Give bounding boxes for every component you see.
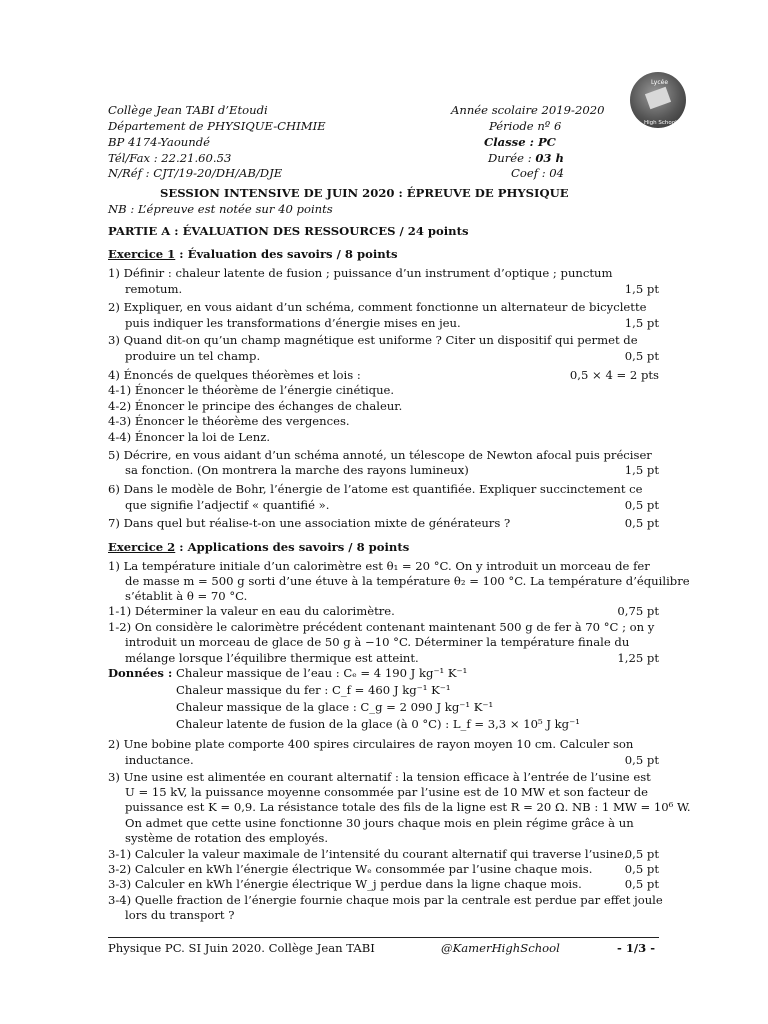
ex1-q2-points: 1,5 pt [624, 316, 659, 330]
ex2-q3-3-points: 0,5 pt [624, 877, 659, 891]
exercise-1-heading [108, 247, 398, 262]
ex1-q6-line1: 6) Dans le modèle de Bohr, l’énergie de l’atome est quantifiée. Expliquer succinctement ce [108, 482, 643, 496]
logo-text-bottom: High School [644, 120, 677, 126]
exercise-1-title: : Évaluation des savoirs / 8 points [175, 247, 398, 261]
ex2-q3-2-points: 0,5 pt [624, 862, 659, 876]
footer-left: Physique PC. SI Juin 2020. Collège Jean TABI [108, 941, 375, 955]
header-period: Période nº 6 [489, 119, 562, 133]
ex2-q2-line1: 2) Une bobine plate comporte 400 spires circulaires de rayon moyen 10 cm. Calculer son [108, 737, 634, 751]
footer-handle: @KamerHighSchool [441, 941, 560, 955]
ex2-q1-2-line2: introduit un morceau de glace de 50 g à −10 °C. Déterminer la température finale du [125, 635, 630, 649]
ex2-q3-line2: U = 15 kV, la puissance moyenne consommée par l’usine est de 10 MW et son facteur de [125, 785, 648, 799]
header-tel: Tél/Fax : 22.21.60.53 [108, 151, 232, 165]
exercise-2-title: : Applications des savoirs / 8 points [175, 540, 410, 554]
ex1-q4-2: 4-2) Énoncer le principe des échanges de chaleur. [108, 399, 403, 413]
exam-nb: NB : L’épreuve est notée sur 40 points [108, 202, 333, 216]
exercise-2-heading [108, 540, 409, 555]
ex1-q4-3: 4-3) Énoncer le théorème des vergences. [108, 414, 350, 428]
ex2-q3-1-points: 0,5 pt [624, 847, 659, 861]
header-coef: Coef : 04 [511, 166, 565, 180]
part-a-heading: PARTIE A : ÉVALUATION DES RESSOURCES / 24 points [108, 224, 469, 238]
ex2-q3-line5: système de rotation des employés. [125, 831, 328, 845]
ex2-q1-2-points: 1,25 pt [617, 651, 659, 665]
data-eau: Chaleur massique de l’eau : Cₑ = 4 190 J kg⁻¹ K⁻¹ [176, 666, 468, 680]
ex1-q7-points: 0,5 pt [624, 516, 659, 530]
exam-title: SESSION INTENSIVE DE JUIN 2020 : ÉPREUVE DE PHYSIQUE [160, 186, 569, 200]
ex2-q3-4-line1: 3-4) Quelle fraction de l’énergie fournie chaque mois par la centrale est perdue par effet joule [108, 893, 663, 907]
ex2-q3-4-line2: lors du transport ? [125, 908, 235, 922]
ex1-q1-line2: remotum. [125, 282, 183, 296]
logo-text-top: Lycée [651, 79, 669, 86]
ex2-q2-points: 0,5 pt [624, 753, 659, 767]
header-classe [484, 135, 556, 150]
ex1-q1-line1: 1) Définir : chaleur latente de fusion ; puissance d’un instrument d’optique ; punctum [108, 266, 613, 280]
data-latente: Chaleur latente de fusion de la glace (à 0 °C) : L_f = 3,3 × 10⁵ J kg⁻¹ [176, 717, 580, 731]
ex2-q3-line1: 3) Une usine est alimentée en courant alternatif : la tension efficace à l’entrée de l’usine est [108, 770, 651, 784]
header-department: Département de PHYSIQUE-CHIMIE [108, 119, 326, 133]
classe-value: PC [537, 135, 556, 149]
ex2-q1-1: 1-1) Déterminer la valeur en eau du calorimètre. [108, 604, 395, 618]
ex1-q4: 4) Énoncés de quelques théorèmes et lois : [108, 368, 361, 382]
duree-label: Durée : [488, 151, 536, 165]
ex1-q4-points: 0,5 × 4 = 2 pts [569, 368, 659, 382]
ex1-q6-points: 0,5 pt [624, 498, 659, 512]
school-logo [630, 72, 686, 128]
ex2-q1-2-line1: 1-2) On considère le calorimètre précédent contenant maintenant 500 g de fer à 70 °C ; on y [108, 620, 655, 634]
ex1-q6-line2: que signifie l’adjectif « quantifié ». [125, 498, 330, 512]
ex1-q4-1: 4-1) Énoncer le théorème de l’énergie cinétique. [108, 383, 395, 397]
ex2-q3-1: 3-1) Calculer la valeur maximale de l’intensité du courant alternatif qui traverse l’usine. [108, 847, 628, 861]
donnees-label: Données : [108, 666, 173, 680]
data-fer: Chaleur massique du fer : C_f = 460 J kg⁻¹ K⁻¹ [176, 683, 451, 697]
ex1-q2-line2: puis indiquer les transformations d’énergie mises en jeu. [125, 316, 461, 330]
header-duree [488, 151, 564, 166]
header-year: Année scolaire 2019-2020 [451, 103, 605, 117]
ex1-q5-line2: sa fonction. (On montrera la marche des rayons lumineux) [125, 463, 469, 477]
ex1-q2-line1: 2) Expliquer, en vous aidant d’un schéma, comment fonctionne un alternateur de bicyclette [108, 300, 647, 314]
ex1-q3-line2: produire un tel champ. [125, 349, 261, 363]
ex1-q3-points: 0,5 pt [624, 349, 659, 363]
ex2-q3-3: 3-3) Calculer en kWh l’énergie électrique W_j perdue dans la ligne chaque mois. [108, 877, 582, 891]
ex1-q7: 7) Dans quel but réalise-t-on une association mixte de générateurs ? [108, 516, 511, 530]
exercise-1-label: Exercice 1 [108, 247, 176, 261]
ex2-q3-line3: puissance est K = 0,9. La résistance totale des fils de la ligne est R = 20 Ω. NB : 1 MW = 10⁶ W. [125, 800, 691, 814]
ex2-q2-line2: inductance. [125, 753, 194, 767]
header-bp: BP 4174-Yaoundé [108, 135, 211, 149]
data-glace: Chaleur massique de la glace : C_g = 2 090 J kg⁻¹ K⁻¹ [176, 700, 494, 714]
ex1-q5-points: 1,5 pt [624, 463, 659, 477]
ex2-q1-line3: s’établit à θ = 70 °C. [125, 589, 248, 603]
footer-rule [108, 937, 659, 938]
exercise-2-label: Exercice 2 [108, 540, 176, 554]
classe-label: Classe : [484, 135, 538, 149]
ex2-q1-line2: de masse m = 500 g sorti d’une étuve à la température θ₂ = 100 °C. La température d’équilibre [125, 574, 690, 588]
ex1-q4-4: 4-4) Énoncer la loi de Lenz. [108, 430, 271, 444]
duree-value: 03 h [535, 151, 564, 165]
ex2-q3-line4: On admet que cette usine fonctionne 30 jours chaque mois en plein régime grâce à un [125, 816, 634, 830]
ex2-q1-2-line3: mélange lorsque l’équilibre thermique est atteint. [125, 651, 419, 665]
header-ref: N/Réf : CJT/19-20/DH/AB/DJE [108, 166, 283, 180]
ex2-q3-2: 3-2) Calculer en kWh l’énergie électrique Wₑ consommée par l’usine chaque mois. [108, 862, 593, 876]
ex1-q5-line1: 5) Décrire, en vous aidant d’un schéma annoté, un télescope de Newton afocal puis préciser [108, 448, 652, 462]
logo-paper-icon [645, 87, 671, 110]
ex1-q1-points: 1,5 pt [624, 282, 659, 296]
header-school: Collège Jean TABI d’Etoudi [108, 103, 268, 117]
footer-page: - 1/3 - [617, 941, 656, 955]
ex2-q1-1-points: 0,75 pt [617, 604, 659, 618]
ex1-q3-line1: 3) Quand dit-on qu’un champ magnétique est uniforme ? Citer un dispositif qui permet de [108, 333, 638, 347]
ex2-q1-line1: 1) La température initiale d’un calorimètre est θ₁ = 20 °C. On y introduit un morceau de fer [108, 559, 650, 573]
